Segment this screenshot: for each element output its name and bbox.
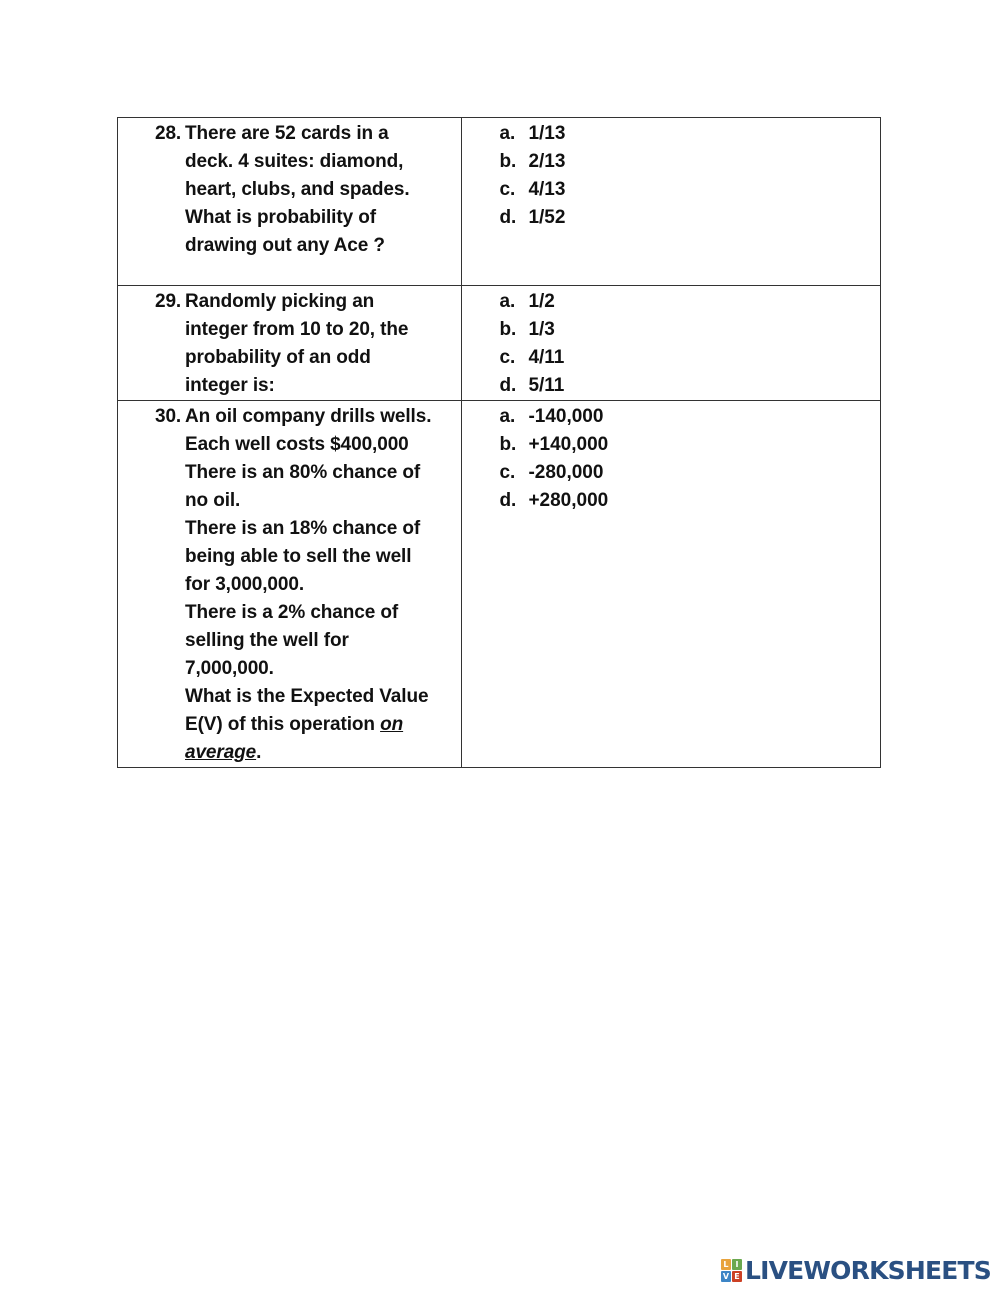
question-row-29 xyxy=(118,286,881,401)
answer-option[interactable] xyxy=(499,431,880,459)
question-line: integer is: xyxy=(185,375,275,396)
question-line xyxy=(185,739,453,767)
answer-option[interactable] xyxy=(499,403,880,431)
option-value: +140,000 xyxy=(528,434,609,455)
question-line: deck. 4 suites: diamond, xyxy=(185,151,404,172)
option-value: 5/11 xyxy=(528,375,565,396)
question-30-text xyxy=(118,401,461,767)
answer-option[interactable] xyxy=(499,148,880,176)
option-letter: c. xyxy=(499,347,516,368)
question-line: There is an 18% chance of xyxy=(185,518,421,539)
option-letter: d. xyxy=(499,207,517,228)
option-value: -140,000 xyxy=(528,406,604,427)
option-letter: b. xyxy=(499,319,517,340)
answer-option[interactable] xyxy=(499,487,880,515)
answer-option[interactable] xyxy=(499,204,880,232)
option-letter: d. xyxy=(499,375,517,396)
answer-list-29 xyxy=(462,286,880,400)
option-value: 1/13 xyxy=(528,123,566,144)
question-line-suffix: . xyxy=(256,742,262,763)
question-line: There are 52 cards in a xyxy=(185,123,389,144)
question-line: being able to sell the well xyxy=(185,546,412,567)
logo-block-v: V xyxy=(722,1272,730,1281)
option-value: 1/3 xyxy=(528,319,555,340)
question-line xyxy=(185,711,453,739)
option-letter: a. xyxy=(499,291,516,312)
option-letter: d. xyxy=(499,490,517,511)
option-value: 2/13 xyxy=(528,151,566,172)
answer-option[interactable] xyxy=(499,316,880,344)
answer-list-30 xyxy=(462,401,880,515)
option-value: 1/52 xyxy=(528,207,566,228)
question-cell xyxy=(118,286,462,401)
logo-block-l: L xyxy=(721,1259,731,1270)
answer-list-28 xyxy=(462,118,880,232)
answer-cell xyxy=(462,286,881,401)
question-line: Each well costs $400,000 xyxy=(185,434,409,455)
question-line-prefix: E(V) of this operation xyxy=(185,714,381,735)
emphasis-average: average xyxy=(185,742,257,763)
question-line: Randomly picking an xyxy=(185,291,375,312)
question-line: for 3,000,000. xyxy=(185,574,305,595)
question-line: probability of an odd xyxy=(185,347,371,368)
question-28-text xyxy=(118,118,461,260)
question-line: heart, clubs, and spades. xyxy=(185,179,410,200)
answer-cell xyxy=(462,401,881,768)
question-line: There is an 80% chance of xyxy=(185,462,421,483)
logo-block-e: E xyxy=(732,1271,742,1282)
question-row-28 xyxy=(118,118,881,286)
option-value: +280,000 xyxy=(528,490,609,511)
question-number: 29. xyxy=(155,291,182,312)
question-line: An oil company drills wells. xyxy=(185,406,432,427)
question-line: 7,000,000. xyxy=(185,658,274,679)
option-letter: b. xyxy=(499,434,517,455)
option-letter: a. xyxy=(499,123,516,144)
option-letter: b. xyxy=(499,151,517,172)
answer-option[interactable] xyxy=(499,120,880,148)
question-line: integer from 10 to 20, the xyxy=(185,319,409,340)
question-row-30 xyxy=(118,401,881,768)
answer-option[interactable] xyxy=(499,288,880,316)
answer-option[interactable] xyxy=(499,372,880,400)
question-table xyxy=(117,117,881,768)
option-value: -280,000 xyxy=(528,462,604,483)
answer-option[interactable] xyxy=(499,176,880,204)
question-line: selling the well for xyxy=(185,630,349,651)
answer-cell xyxy=(462,118,881,286)
answer-option[interactable] xyxy=(499,459,880,487)
logo-text: LIVEWORKSHEETS xyxy=(744,1256,991,1285)
logo-blocks-icon xyxy=(721,1259,742,1282)
question-line: There is a 2% chance of xyxy=(185,602,399,623)
answer-option[interactable] xyxy=(499,344,880,372)
question-line: What is probability of xyxy=(185,207,376,228)
option-letter: c. xyxy=(499,462,516,483)
question-number: 30. xyxy=(155,406,182,427)
liveworksheets-logo xyxy=(721,1256,991,1285)
question-cell xyxy=(118,401,462,768)
question-cell xyxy=(118,118,462,286)
option-letter: a. xyxy=(499,406,516,427)
question-29-text xyxy=(118,286,461,400)
logo-block-i: I xyxy=(732,1259,742,1270)
option-value: 4/13 xyxy=(528,179,566,200)
question-line: no oil. xyxy=(185,490,241,511)
option-value: 1/2 xyxy=(528,291,555,312)
option-letter: c. xyxy=(499,179,516,200)
question-number: 28. xyxy=(155,123,182,144)
question-line: drawing out any Ace ? xyxy=(185,235,385,256)
question-line: What is the Expected Value xyxy=(185,686,429,707)
emphasis-on: on xyxy=(380,714,404,735)
option-value: 4/11 xyxy=(528,347,565,368)
